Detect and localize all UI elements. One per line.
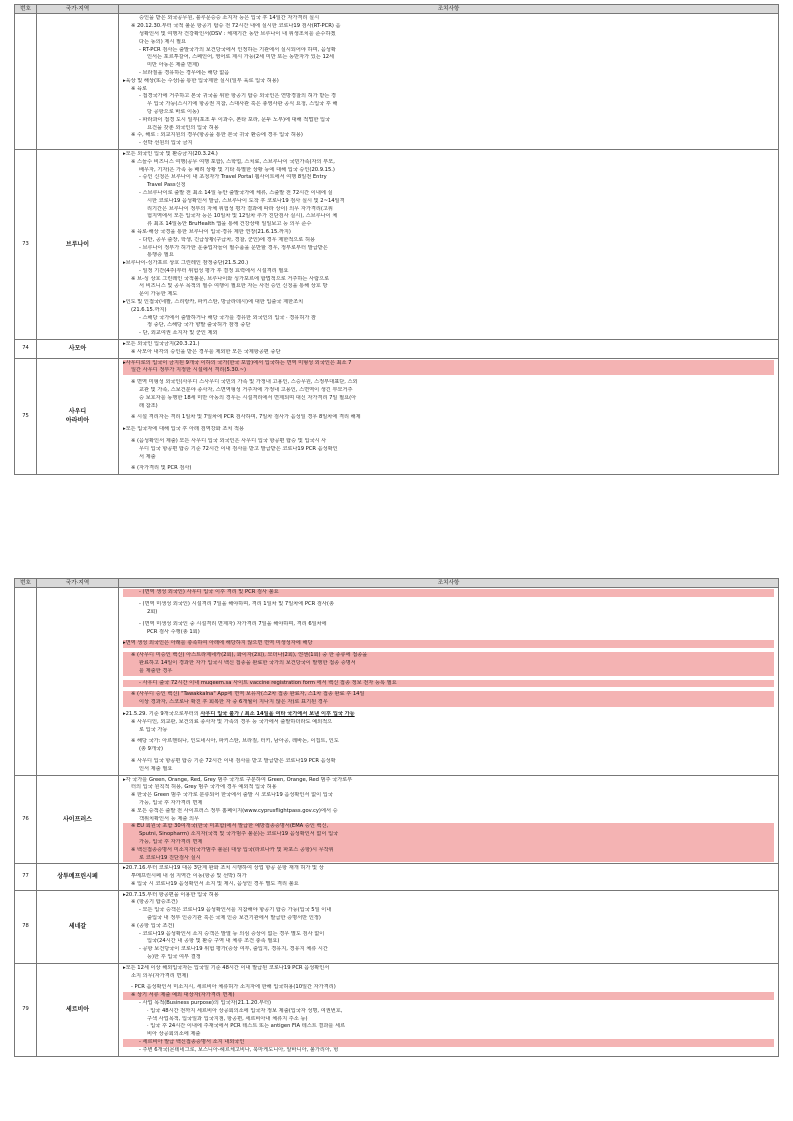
row-number: 76 [15, 775, 37, 864]
country-name: 브루나이 [37, 149, 119, 339]
header-no: 번호 [15, 579, 37, 588]
measure-details [119, 588, 779, 775]
detail-line: ▸브루나이-싱가포르 상호 그린레인 잠정중단(21.5.20.) [123, 260, 249, 267]
highlighted-line: - (면역 생성 외국인) 사우디 입국 이후 격리 및 PCR 검사 불요 [123, 589, 774, 597]
measures-table-2 [14, 578, 779, 1057]
detail-line: - 일정 기간(4주)부터 위험성 평가 후 결정 효력에서 시설격리 필요 [139, 267, 289, 274]
detail-line: ▸20.7.15.부터 항공편을 이용한 입국 허용 [123, 891, 219, 898]
detail-line: 서 비즈니스 및 공무 목적의 필수 여행이 필요한 자는 사전 승인 신청을 통해 상호 방 [139, 283, 328, 290]
detail-line: ※ (자가격리 및 PCR 검사) [131, 465, 192, 472]
detail-line: 리기간은 브루나이 정부의 자체 위험성 평가 결과에 따라 상이) 의무 자가격리(고위 [147, 205, 333, 212]
measure-details [119, 963, 779, 1056]
detail-line: ※ 사우디 입국 항공편 탑승 기준 72시간 이내 검사를 받고 발급받은 코로나19 PCR 음성확 [131, 757, 336, 764]
detail-line: - PCR 음성확인서 미소지시, 세르비아 체류허가 소지자에 한해 입국허용(10일간 자가격리) [131, 984, 336, 991]
highlighted-line: Sputni, Sinopharm) 소지자(국적 및 국가범주 불문)는 코로나19 음성확인서 없이 입국 [123, 831, 774, 839]
row-number: 79 [15, 963, 37, 1056]
detail-line: 등)한 후 입국 여부 결정 [147, 954, 201, 961]
detail-line: 비아 상공회의소에 제출 [147, 1031, 201, 1038]
header-details: 조치사항 [119, 579, 779, 588]
detail-line: 출입국 내 정부 인증기관 혹은 국제 인증 보건기관에서 발급한 증명서만 인정) [147, 915, 321, 922]
detail-line: - 파라과이 접경 도시 일부(포조 두 이과수, 폰타 포라, 문두 노부)에 대해 적법한 입국 [139, 116, 331, 123]
detail-line: 승 보호자를 동행한 18세 미만 아동의 경우는 시설격리에서 면제되며 대신 자가격리 7일 필요(아 [139, 394, 357, 401]
detail-line: ※ (항공기 탑승조건) [131, 899, 178, 906]
table-row [15, 775, 779, 864]
detail-line: ▸모든 입국자에 대해 입국 후 아래 검역강화 조치 적용 [123, 426, 245, 433]
measure-details [119, 14, 779, 150]
detail-line: - 선박 선원의 입국 금지 [139, 140, 193, 147]
detail-line: 류 최초 14일동안 BruHealth 앱을 통해 건강상태 일일보고 등 의무 준수 [147, 221, 312, 228]
measures-table-1 [14, 4, 779, 475]
detail-line: ※ 입국 시 코로나19 음성확인서 소지 및 제시, 음성인 경우 별도 격리 불요 [131, 880, 299, 887]
table-row [15, 14, 779, 150]
highlighted-line: - 사우디 출국 72시간 이내 muqeem.sa 사이트 vaccine registration form 에서 백신 접종 정보 전자 등록 필요 [123, 680, 774, 688]
highlighted-line: 로 코로나19 진단검사 실시 [123, 855, 774, 863]
detail-line: 구색 사업목적, 입국일과 입국지점, 항공편, 세르비아내 체류지 주소 등) [147, 1015, 308, 1022]
highlighted-line: ▸사우디로의 입국이 금지된 9개국 이하의 국가(한국 포함)에서 입국하는 면역 미형성 외국인은 최소 7 [123, 360, 774, 368]
detail-line: ▸모든 12세 이상 해외입국자는 입국일 기준 48시간 이내 발급된 코로나19 PCR 음성확인서 [123, 964, 330, 971]
table-row [15, 864, 779, 890]
header-country: 국가·지역 [37, 5, 119, 14]
detail-line: ※ 해당 국가: 아르헨티나, 인도네시아, 파키스탄, 브라질, 터키, 남아공, 레바논, 이집트, 인도 [131, 738, 339, 745]
detail-line: ※ 모든 승객은 출발 전 사이프러스 정부 홈페이지(www.cyprusflightpass.gov.cy)에서 승 [131, 807, 338, 814]
detail-line: - 접경국가에 거주하고 본국 귀국을 위한 항공기 탑승 외국인은 연방경찰의 허가 받는 경 [139, 93, 337, 100]
detail-line: 로 입국 가능 [139, 726, 168, 733]
detail-line: - 모든 입국 승객은 코로나19 음성확인서를 지참해야 항공기 탑승 가능(입국 5일 이내 [139, 907, 332, 914]
highlighted-line: ※ (사우디 미승인 백신) 아스트라제네카(2회), 화이자(2회), 모더나(2회), 얀센(1회) 중 한 종류에 접종을 [123, 652, 774, 660]
detail-line: 통행증 필요 [147, 252, 174, 259]
detail-line: ※ 시설 격리자는 격리 1일차 및 7일차에 PCR 검사하며, 7일차 검사가 음성일 경우 8일차에 격리 해제 [131, 414, 361, 421]
detail-line: ※ 한국은 Green 범주 국가로 분류되어 한국에서 출발 시 코로나19 음성확인서 없이 입국 [131, 792, 333, 799]
detail-line: ※ 수, 해로 : 외교지원의 경우(항공을 통한 본국 귀국 환승에 경우 입국 허용) [131, 132, 303, 139]
detail-line: 문이 가능한 제도 [139, 291, 178, 298]
row-number: 78 [15, 890, 37, 963]
detail-line: ※ (음성확인서 제출) 모든 사우디 입국 외국인은 사우디 입국 항공편 탑승 및 입국시 사 [131, 438, 327, 445]
table-row [15, 588, 779, 775]
detail-line: 가능, 입국 후 자가격리 면제 [139, 799, 203, 806]
detail-line: - (면역 미생성 외국인) 시설격리 7일을 해야하며, 격리 1일차 및 7일차에 PCR 검사(총 [139, 601, 334, 608]
detail-line: ▸모든 외국인 입국금지(20.3.21.) [123, 341, 200, 348]
detail-line: - 단, 외교여권 소지자 및 군인 제외 [139, 330, 218, 337]
row-number: 73 [15, 149, 37, 339]
detail-line: 배우자, 기자)은 가족 등 배려 상황 및 기타 특별한 상황 등에 대해 입국 승인(20.9.15.) [139, 166, 335, 173]
detail-line: PCR 검사 수행(총 1회) [147, 628, 200, 635]
country-name: 상투메프린시페 [37, 864, 119, 890]
detail-line: 험지역에서 모든 입국자 등은 10일차 및 12일차 추가 진단검사 실시), 스브루나이 체 [147, 213, 338, 220]
highlighted-line: - 세르비아 발급 백신접종증명서 소지 내외국인 [123, 1039, 774, 1047]
detail-line: ※ 사우디인, 외교관, 보건의료 종사자 및 가족의 경우 등 국가에서 출발하더라도 예외적으 [131, 718, 333, 725]
detail-line: - 다만, 공무 출장, 학생, 긴급상황(구급차, 경찰, 군인)에 경우 제한적으로 허용 [139, 236, 315, 243]
detail-line: 다는 동의) 제시 필요 [139, 38, 187, 45]
detail-line: 객위치확인서 등 제출 의무 [139, 815, 200, 822]
table-row [15, 358, 779, 475]
detail-line: ▸21.5.29. 기준 9개국으로부터의 사우디 입국 불가 / 최소 14일을 여타 국가에서 보낸 이후 입국 가능 [123, 710, 355, 717]
measure-details [119, 340, 779, 359]
detail-line: 터의 입국 원칙적 허용, Grey 범주 국가에 경우 예외적 입국 허용 [131, 784, 277, 791]
detail-line: · 입국 후 24시간 이내에 주재국에서 PCR 테스트 또는 antigen FIA 테스트 결과를 세르 [147, 1023, 346, 1030]
detail-line: 인서 제출 필요 [139, 765, 173, 772]
detail-line: 2회) [147, 608, 158, 615]
detail-line: - 브루나이 정부가 허가한 운송업자들이 필수품을 운반할 경우, 정부로부터 발급받은 [139, 244, 328, 251]
detail-line: ▸모든 외국인 입국 및 환승금지(20.3.24.) [123, 150, 218, 157]
header-country: 국가·지역 [37, 579, 119, 588]
country-name [37, 588, 119, 775]
detail-line: (21.6.15.까지) [131, 306, 167, 313]
detail-line: - 승인 신청은 브루나이 내 초청자가 Travel Portal 웹사이트에서 여행 8일전 Entry [139, 174, 327, 181]
measure-details [119, 149, 779, 339]
highlighted-line: 를 제출한 경우 [123, 668, 774, 676]
detail-line: 입국(24시간 내 공항 및 환승 구역 내 체류 조건 충족 필요) [147, 938, 280, 945]
table-row [15, 890, 779, 963]
row-number [15, 14, 37, 150]
table-row [15, 340, 779, 359]
highlighted-line: 이상 경과자, 스코로나 확진 후 회복한 자 중 6개월이 지나지 않은 자)로 표기된 경우 [123, 699, 774, 707]
detail-line: ※ 육로 [131, 85, 148, 92]
detail-line: - 스브루나이로 출발 전 최소 14일 동안 출발국가에 체류, 스출발 전 72시간 이내에 실 [139, 189, 333, 196]
detail-line: ※ 브-싱 상호 그린레인 국적불문, 브루나이와 싱가포르에 합법적으로 거주하는 사람으로 [131, 275, 330, 282]
highlighted-line: ※ EU 회원국 포함 30여개국(한국 미포함)에서 발급한 예방접종증명서(EMA 승인 백신, [123, 823, 774, 831]
detail-line: 미만 아동은 제출 면제) [147, 62, 200, 69]
country-name [37, 14, 119, 150]
row-number [15, 588, 37, 775]
detail-line: ※ (공항 입국 조건) [131, 922, 175, 929]
country-name: 세네갈 [37, 890, 119, 963]
highlighted-line: 일간 사우디 정부가 지정한 시설에서 격리(5.30.~) [123, 367, 774, 375]
detail-line: 당 공항으로 바로 이동) [147, 108, 200, 115]
detail-line: 래 참조) [139, 402, 158, 409]
detail-line: - (면역 미생성 외국인 중 시설격리 면제자) 자가격리 7일을 해야하며, 격리 6일차에 [139, 620, 327, 627]
detail-line: 우디 입국 항공편 탑승 기준 72시간 이내 검사를 받고 발급받은 코로나19 PCR 음성확인 [139, 445, 338, 452]
highlighted-line: 가능, 입국 후 자가격리 면제 [123, 839, 774, 847]
measure-details [119, 890, 779, 963]
detail-line: 성확인서 및 여행자 건강확인서(DSV : 체재기간 동안 브루나이 내 위생조치를 준수하겠 [139, 30, 336, 37]
detail-line: 인서는 포르투갈어, 스페인어, 영어로 제시 가능(2세 미만 또는 동반자가 있는 12세 [147, 54, 335, 61]
country-name: 세르비아 [37, 963, 119, 1056]
detail-line: ▸육상 및 해상(또는 수상)을 통한 입국제한 실시(일부 육로 입국 허용) [123, 77, 279, 84]
row-number: 74 [15, 340, 37, 359]
detail-line: 서 제출 [139, 453, 156, 460]
detail-line: · 입국 48시간 전까지 세르비아 상공회의소에 입국자 정보 제출(입국자 성명, 여권번호, [147, 1007, 343, 1014]
highlighted-line: ※ 백신접종증명서 미소지자(국가범주 불문) 대상 입국(라르나카 및 파포스 공항)시 무작위 [123, 847, 774, 855]
detail-line: - 스해당 국가에서 출발하거나 해당 국가를 경유한 외국인의 입국 · 경유허가 잠 [139, 314, 317, 321]
detail-line: ※ 스들수 비즈니스 여행(공무 여행 포함), 스학업, 스치료, 스브루나이 국민가족(자의 부모, [131, 158, 335, 165]
header-details: 조치사항 [119, 5, 779, 14]
detail-line: ※ 20.12.30.부터 국적 불문 항공기 탑승 전 72시간 내에 실시한 코로나19 검사(RT-PCR) 음 [131, 23, 341, 30]
detail-line: 요건을 갖춘 외국인의 입국 허용 [147, 124, 219, 131]
detail-line: - 코로나19 음성확인서 소지 승객은 발열 등 의심 증상이 없는 경우 별도 검사 없이 [139, 930, 325, 937]
row-number: 77 [15, 864, 37, 890]
detail-line: - RT-PCR 검사는 출발국가의 보건당국에서 인정하는 기관에서 실시되어야 하며, 음성확 [139, 46, 336, 53]
detail-line: ▸인도 및 인접국(네팔, 스리랑카, 파키스탄, 방글라데시)에 대한 입출국 제한조치 [123, 299, 304, 306]
detail-line: - 브라질을 경유하는 경우에는 해당 없음 [139, 69, 230, 76]
detail-line: 승인을 받은 외국공무원, 블루문승승 소지자 등은 입국 후 14일간 자가격리 실시 [139, 15, 320, 22]
detail-line: 소지 의무(자가격리 면제) [131, 972, 189, 979]
detail-line: 시한 코로나19 음성확인서 발급, 스브루나이 도착 후 코로나19 검사 실시 및 2~14일격 [147, 197, 345, 204]
detail-line: ▸20.7.16.부터 코로나19 대응 3단계 완화 조치 시행하여 상업 항공 운항 재개 허가 및 상 [123, 865, 324, 872]
row-number: 75 [15, 358, 37, 475]
detail-line: 교관 및 가족, 스보건분야 종사자, 스면역형성 거주자에 가정내 고용인, 스면역이 생긴 부모거주 [139, 387, 353, 394]
highlighted-line: 완료하고 14일이 경과한 자가 입국시 백신 접종을 완료한 국가의 보건당국이 발행한 접종 증명서 [123, 660, 774, 668]
table-header [15, 5, 779, 14]
highlighted-line: ※ 상기 서류 제출 예외 대상자(자가격리 면제) [123, 992, 774, 1000]
detail-line: Travel Pass신청 [147, 182, 186, 189]
detail-line: (총 9개국) [139, 746, 164, 753]
detail-line: ※ 사모아 내각의 승인을 받은 경우를 제외한 모든 국제항공편 중단 [131, 348, 281, 355]
detail-line: ▸각 국가를 Green, Orange, Red, Grey 범주 국가로 구분하여 Green, Orange, Red 범주 국가로부 [123, 776, 353, 783]
detail-line: - 공항 보건당국이 코로나19 위험 평가(증상 여부, 출입지, 경유지, 경유지 체류 시간 [139, 946, 328, 953]
detail-line: 정 중단, 스해당 국가 향발 출국허가 잠정 중단 [147, 322, 251, 329]
table-header [15, 579, 779, 588]
country-name: 사우디 아라비아 [37, 358, 119, 475]
detail-line: ※ 육로·해상 국경을 통한 브루나이 입국·경유 제한 연장(21.6.15.까지) [131, 228, 291, 235]
detail-line: 투메프린시페 내 섬 지역간 이동(항공 및 선박) 허가 [131, 873, 247, 880]
highlighted-line: ※ (사우디 승인 백신) "Tawakkalna" App에 면역 보유자(스2차 접종 완료자, 스1차 접종 완료 후 14일 [123, 691, 774, 699]
detail-line: 우 입국 가능(스시기에 항공권 지참, 스대사관 혹은 총영사관 공식 요청, 스입국 후 해 [147, 101, 338, 108]
header-no: 번호 [15, 5, 37, 14]
measure-details [119, 864, 779, 890]
detail-line: ※ 면역 미형성 외국인(사우디 스사우디 국민의 가족 및 가정내 고용인, 스승무원, 스정부대표단, 스외 [131, 379, 358, 386]
country-name: 사모아 [37, 340, 119, 359]
measure-details [119, 775, 779, 864]
country-name: 사이프러스 [37, 775, 119, 864]
detail-line: - 사업 목적(Business purpose)의 입국자(21.1.20.부터) [139, 1000, 272, 1007]
table-row [15, 149, 779, 339]
measure-details [119, 358, 779, 475]
detail-line: - 주변 6개국(몬테네그로, 보스니아-헤르체고비나, 북마케도니아, 알바니아, 불가리아, 헝 [139, 1046, 339, 1053]
highlighted-line: ▸면역 생성 외국인은 아래를 충족하여 아래에 해당하지 않으면 면역 미생성자에 해당 [123, 640, 774, 648]
table-row [15, 963, 779, 1056]
